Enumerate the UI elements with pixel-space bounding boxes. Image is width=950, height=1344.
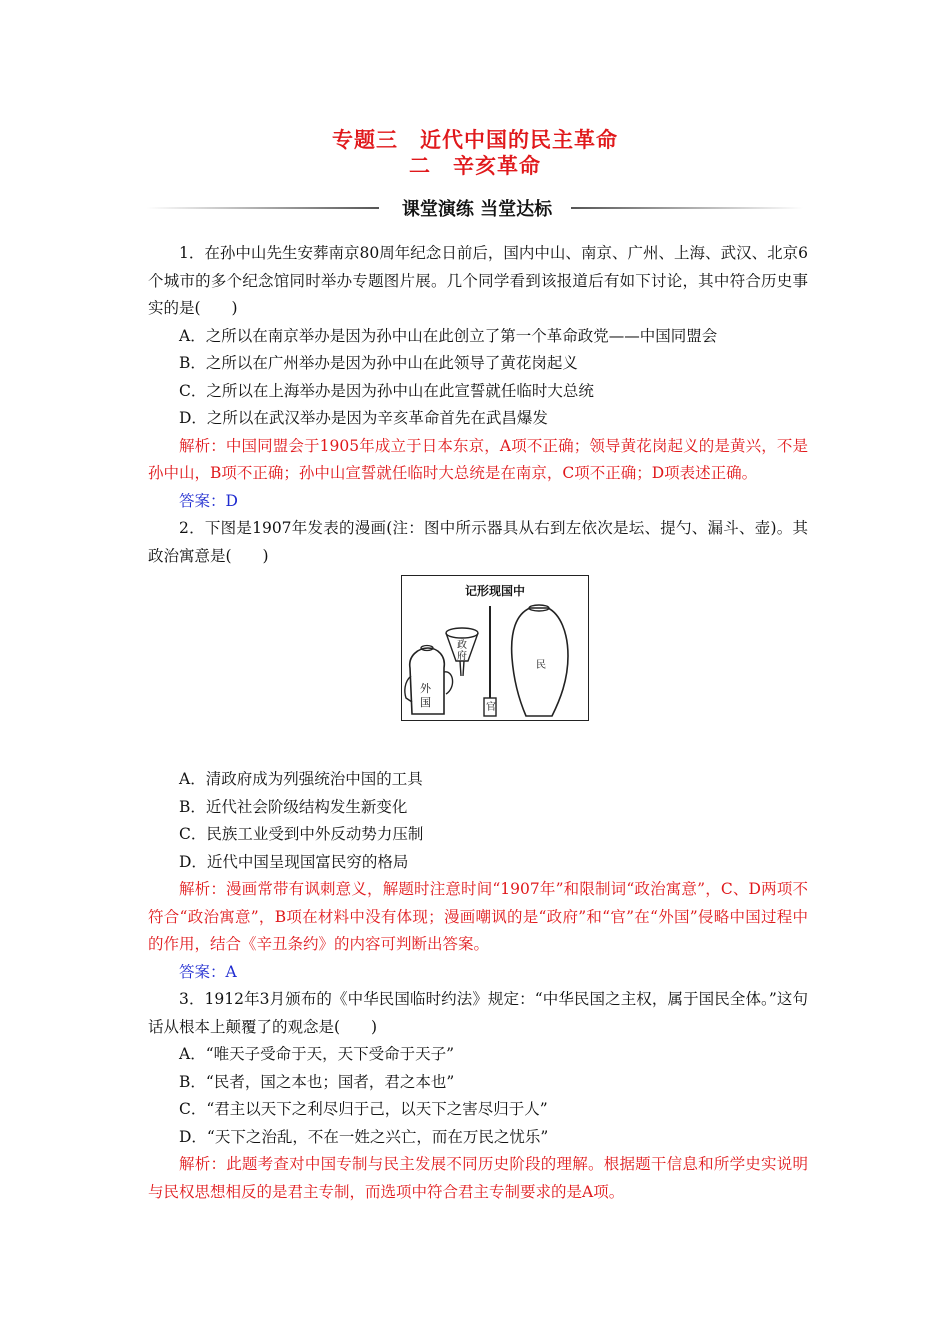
q2-stem: 2．下图是1907年发表的漫画(注：图中所示器具从右到左依次是坛、提勺、漏斗、壶)。其政治寓意是( ) xyxy=(148,519,808,565)
q2-answer: 答案：A xyxy=(179,962,237,981)
q2-option-a: A．清政府成为列强统治中国的工具 xyxy=(179,770,423,788)
q1-analysis: 解析：中国同盟会于1905年成立于日本东京，A项不正确；领导黄花岗起义的是黄兴，不是孙中山，B项不正确；孙中山宣誓就任临时大总统是在南京，C项不正确；D项表述正确。 xyxy=(148,436,808,482)
q3-stem: 3．1912年3月颁布的《中华民国临时约法》规定：“中华民国之主权，属于国民全体。”这句话从根本上颠覆了的观念是( ) xyxy=(148,990,808,1036)
section-title: 二 辛亥革命 xyxy=(409,154,541,178)
q2-option-c: C．民族工业受到中外反动势力压制 xyxy=(179,825,424,843)
label-zhengfu: 政府 xyxy=(457,640,467,662)
banner-divider-right xyxy=(571,207,803,209)
q1-option-c: C．之所以在上海举办是因为孙中山在此宣誓就任临时大总统 xyxy=(179,381,594,400)
q3-option-a: A．“唯天子受命于天，天下受命于天子” xyxy=(179,1045,455,1063)
q3-analysis: 解析：此题考查对中国专制与民主发展不同历史阶段的理解。根据题干信息和所学史实说明与民权思想相反的是君主专制，而选项中符合君主专制要求的是A项。 xyxy=(148,1155,808,1201)
cartoon-figure xyxy=(401,575,589,721)
document-title: 专题三 近代中国的民主革命 xyxy=(332,128,618,152)
q1-answer: 答案：D xyxy=(179,491,238,510)
q2-option-d: D．近代中国呈现国富民穷的格局 xyxy=(179,852,409,871)
section-banner xyxy=(147,195,803,221)
q2-figure-area xyxy=(148,570,808,766)
q2-option-b: B．近代社会阶级结构发生新变化 xyxy=(179,797,408,816)
q1-stem: 1．在孙中山先生安葬南京80周年纪念日前后，国内中山、南京、广州、上海、武汉、北京6个城市的多个纪念馆同时举办专题图片展。几个同学看到该报道后有如下讨论，其中符合历史事实的是( ) xyxy=(148,244,808,317)
q2-analysis: 解析：漫画常带有讽刺意义，解题时注意时间“1907年”和限制词“政治寓意”，C、D两项不符合“政治寓意”，B项在材料中没有体现；漫画嘲讽的是“政府”和“官”在“外国”侵略中国过程中的作用，结合《辛丑条约》的内容可判断出答案。 xyxy=(148,880,808,953)
q1-option-a: A．之所以在南京举办是因为孙中山在此创立了第一个革命政党——中国同盟会 xyxy=(179,326,718,345)
q1-option-d: D．之所以在武汉举办是因为辛亥革命首先在武昌爆发 xyxy=(179,409,548,427)
q3-option-b: B．“民者，国之本也；国者，君之本也” xyxy=(179,1072,455,1091)
q3-option-d: D．“天下之治乱，不在一姓之兴亡，而在万民之忧乐” xyxy=(179,1127,549,1146)
exercise-content xyxy=(148,240,808,1206)
cartoon-title: 记形现国中 xyxy=(464,584,525,598)
label-min: 民 xyxy=(536,660,546,671)
q1-option-b: B．之所以在广州举办是因为孙中山在此领导了黄花岗起义 xyxy=(179,354,578,372)
label-guan: 官 xyxy=(486,702,496,713)
label-waiguo: 外国 xyxy=(420,682,431,709)
banner-label: 课堂演练 当堂达标 xyxy=(401,199,553,220)
q3-option-c: C．“君主以天下之利尽归于己，以天下之害尽归于人” xyxy=(179,1100,548,1118)
banner-divider-left xyxy=(147,207,379,209)
